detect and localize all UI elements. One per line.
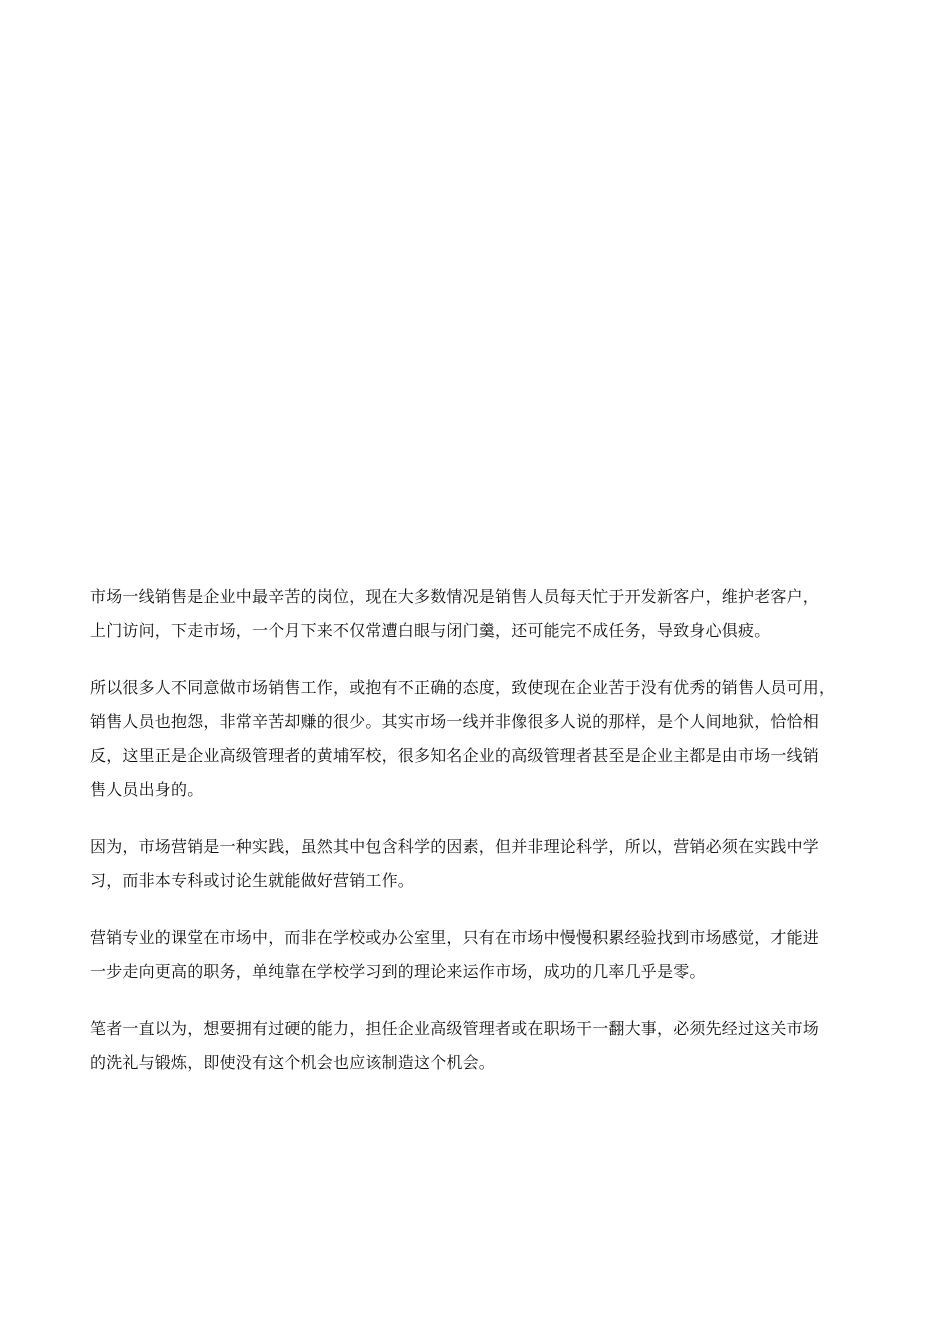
paragraph-line: 所以很多人不同意做市场销售工作，或抱有不正确的态度，致使现在企业苦于没有优秀的销售人员可用， bbox=[90, 678, 836, 697]
paragraph-1 bbox=[90, 580, 860, 648]
paragraph-line: 售人员出身的。 bbox=[90, 780, 204, 799]
paragraph-line: 一步走向更高的职务，单纯靠在学校学习到的理论来运作市场，成功的几率几乎是零。 bbox=[90, 962, 706, 981]
paragraph-line: 笔者一直以为，想要拥有过硬的能力，担任企业高级管理者或在职场干一翻大事，必须先经过这关市场 bbox=[90, 1019, 820, 1038]
paragraph-line: 营销专业的课堂在市场中，而非在学校或办公室里，只有在市场中慢慢积累经验找到市场感觉，才能进 bbox=[90, 928, 820, 947]
paragraph-line: 市场一线销售是企业中最辛苦的岗位，现在大多数情况是销售人员每天忙于开发新客户，维护老客户， bbox=[90, 587, 820, 606]
paragraph-line: 销售人员也抱怨，非常辛苦却赚的很少。其实市场一线并非像很多人说的那样，是个人间地狱，恰恰相 bbox=[90, 712, 820, 731]
paragraph-line: 反，这里正是企业高级管理者的黄埔军校，很多知名企业的高级管理者甚至是企业主都是由市场一线销 bbox=[90, 746, 820, 765]
paragraph-3 bbox=[90, 830, 860, 898]
paragraph-line: 习，而非本专科或讨论生就能做好营销工作。 bbox=[90, 871, 415, 890]
paragraph-2 bbox=[90, 671, 860, 807]
paragraph-5 bbox=[90, 1012, 860, 1080]
paragraph-line: 因为，市场营销是一种实践，虽然其中包含科学的因素，但并非理论科学，所以，营销必须在实践中学 bbox=[90, 837, 820, 856]
paragraph-line: 的洗礼与锻炼，即使没有这个机会也应该制造这个机会。 bbox=[90, 1053, 496, 1072]
document-body bbox=[90, 580, 860, 1103]
paragraph-line: 上门访问，下走市场，一个月下来不仅常遭白眼与闭门羹，还可能完不成任务，导致身心俱疲。 bbox=[90, 621, 771, 640]
paragraph-4 bbox=[90, 921, 860, 989]
